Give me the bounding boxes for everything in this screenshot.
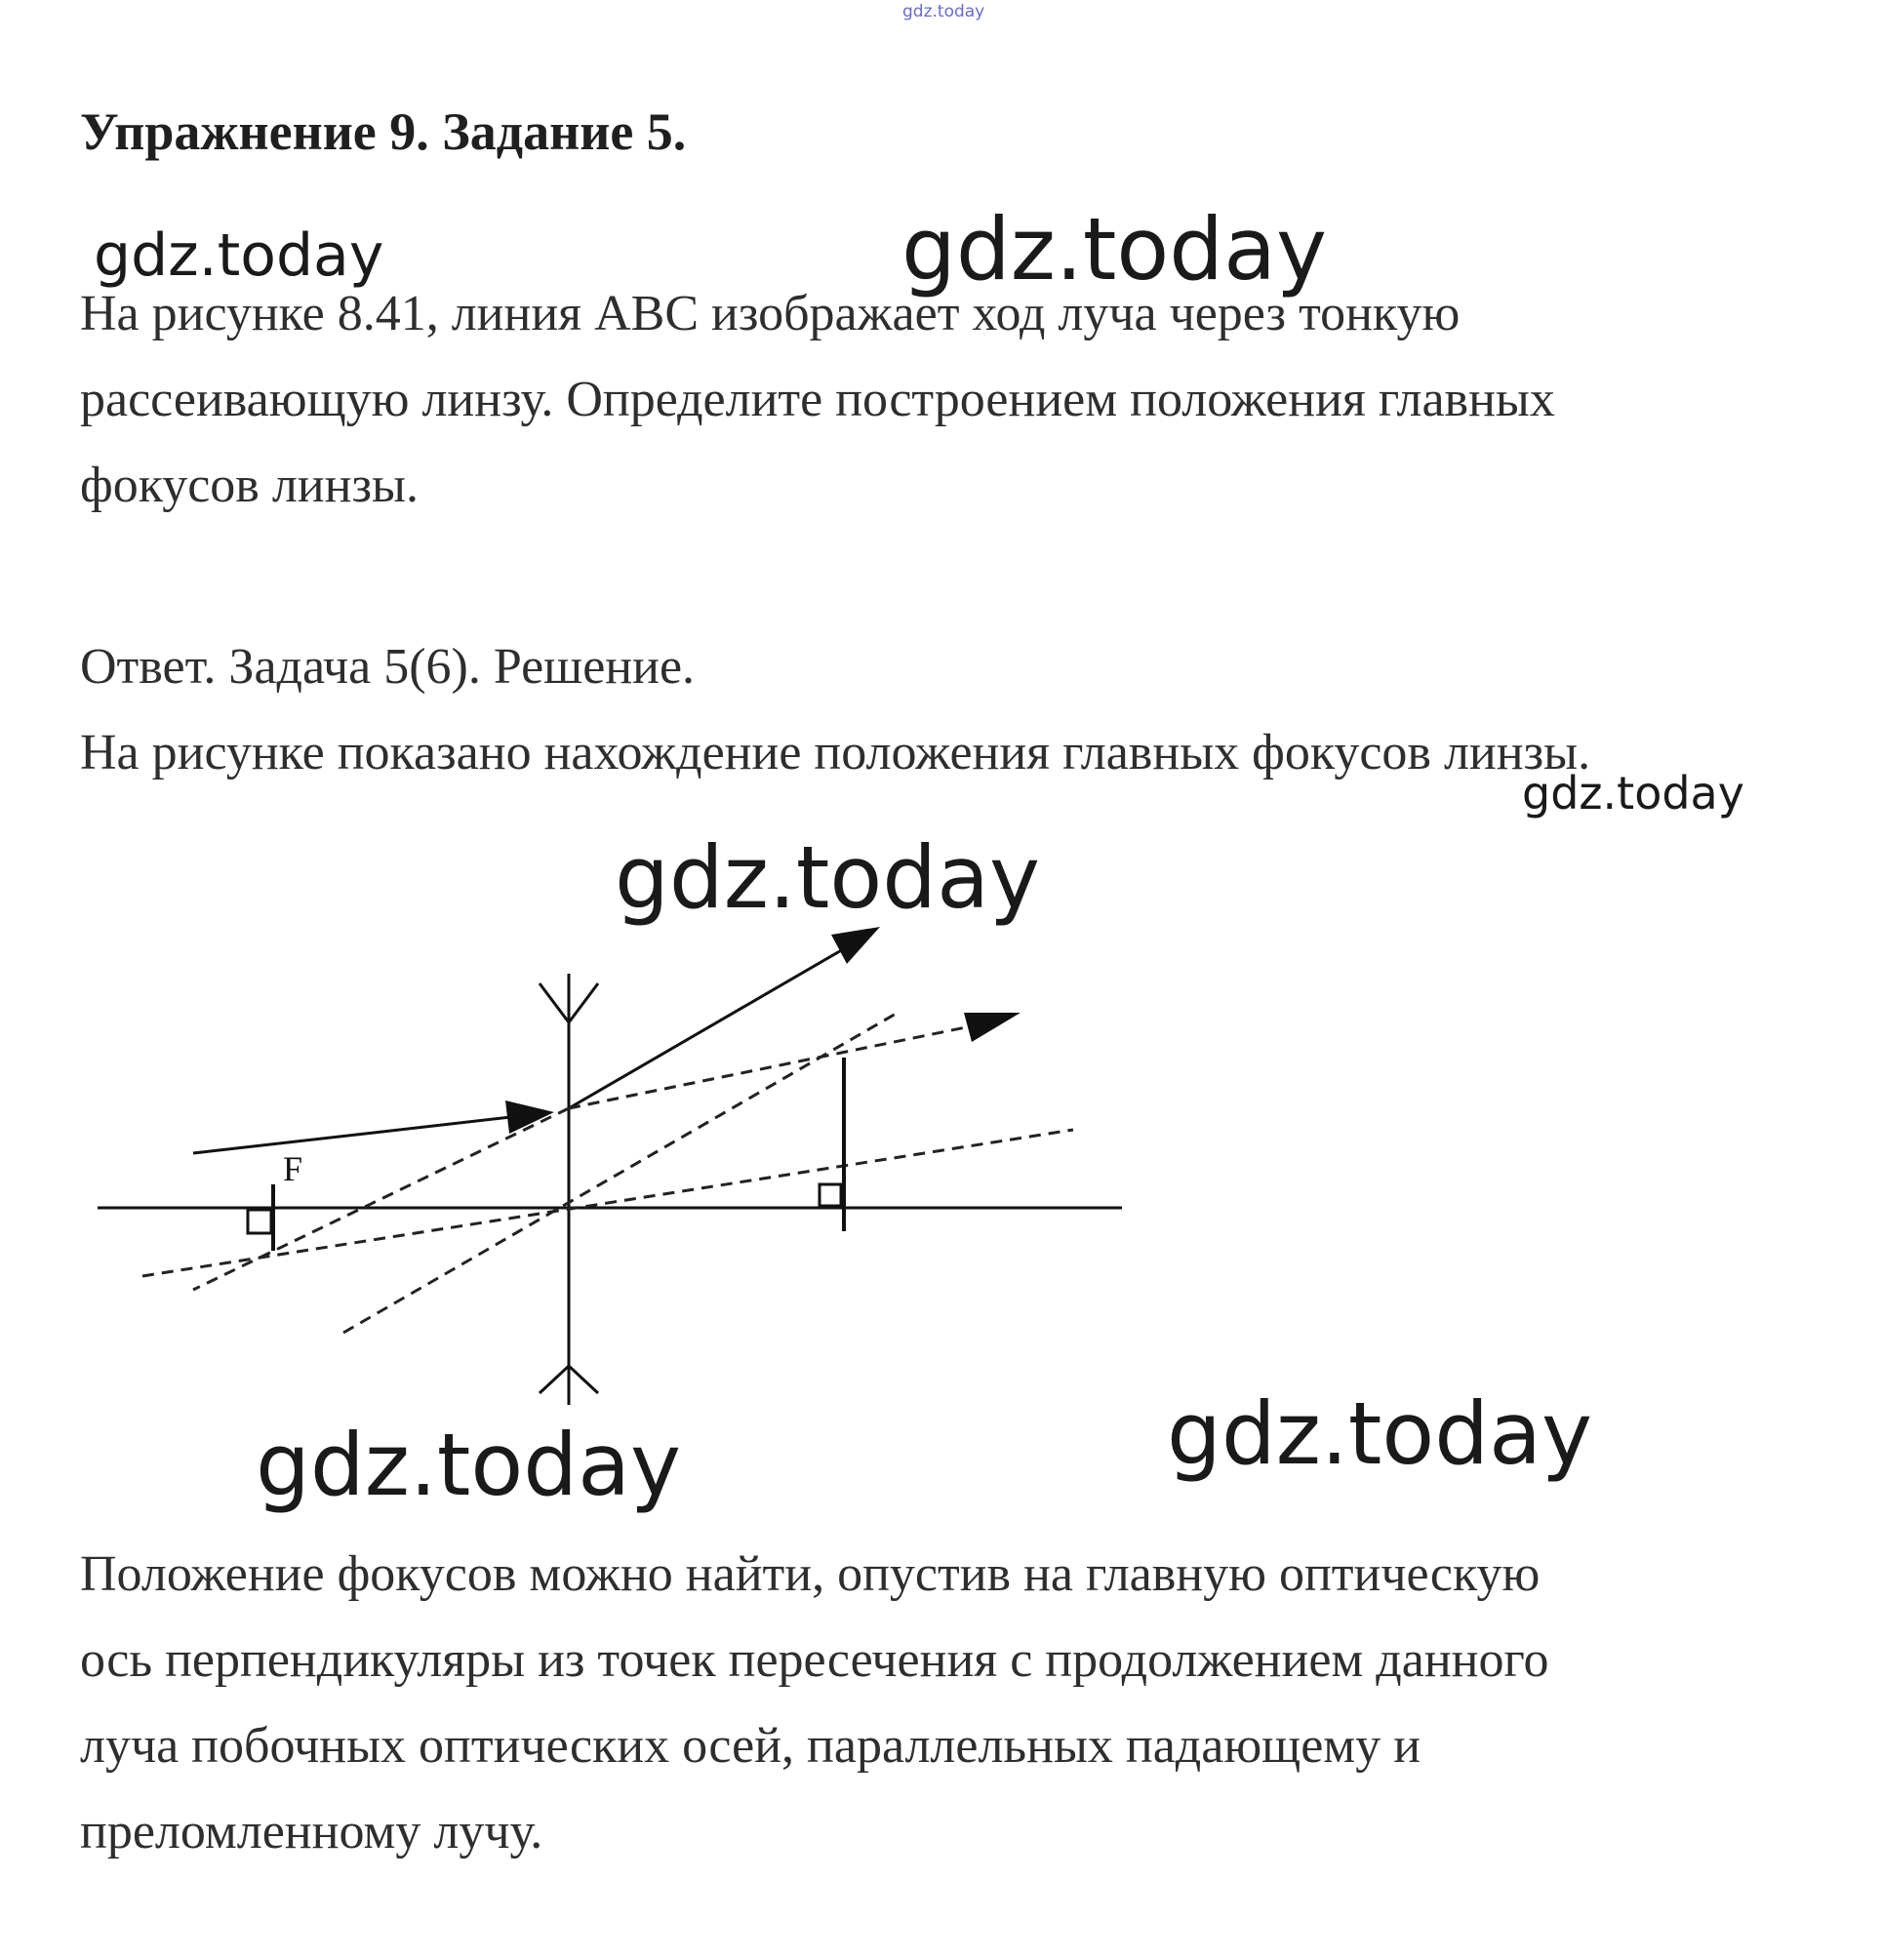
right-angle-mark-right <box>820 1184 841 1206</box>
lens-diagram <box>88 907 1132 1415</box>
dashed-ray-arrowhead <box>964 1013 1021 1042</box>
watermark: gdz.today <box>901 199 1328 300</box>
watermark: gdz.today <box>1167 1383 1593 1484</box>
secondary-axis-refracted <box>343 1013 898 1333</box>
watermark-top: gdz.today <box>902 2 985 21</box>
incident-ray <box>193 1114 537 1153</box>
task-line: рассеивающую линзу. Определите построением положения главных <box>80 372 1555 427</box>
exercise-title: Упражнение 9. Задание 5. <box>80 102 687 161</box>
watermark: gdz.today <box>1522 767 1744 820</box>
task-line: На рисунке 8.41, линия АВС изображает ход луча через тонкую <box>80 286 1461 341</box>
watermark: gdz.today <box>615 827 1041 928</box>
lens-diagram-svg <box>88 907 1132 1415</box>
watermark: gdz.today <box>256 1415 682 1515</box>
focus-label: F <box>283 1149 303 1188</box>
explanation <box>80 1532 1836 1875</box>
right-angle-mark-left <box>248 1210 271 1233</box>
explanation-line: луча побочных оптических осей, параллельных падающему и <box>80 1718 1421 1774</box>
task-line: фокусов линзы. <box>80 458 419 513</box>
answer-header <box>80 624 1836 710</box>
refracted-ray-extension <box>193 1108 569 1290</box>
explanation-line: преломленному лучу. <box>80 1804 543 1860</box>
answer-text: На рисунке показано нахождение положения главных фокусов линзы. <box>80 725 1591 780</box>
explanation-line: ось перпендикуляры из точек пересечения с продолжением данного <box>80 1632 1549 1688</box>
task-statement <box>80 271 1836 529</box>
refracted-ray-arrowhead <box>831 927 880 964</box>
explanation-line: Положение фокусов можно найти, опустив на главную оптическую <box>80 1546 1541 1602</box>
answer-header-text: Ответ. Задача 5(6). Решение. <box>80 639 696 695</box>
dashed-ray-right <box>569 1027 966 1108</box>
refracted-ray <box>569 935 868 1108</box>
watermark: gdz.today <box>94 221 384 290</box>
